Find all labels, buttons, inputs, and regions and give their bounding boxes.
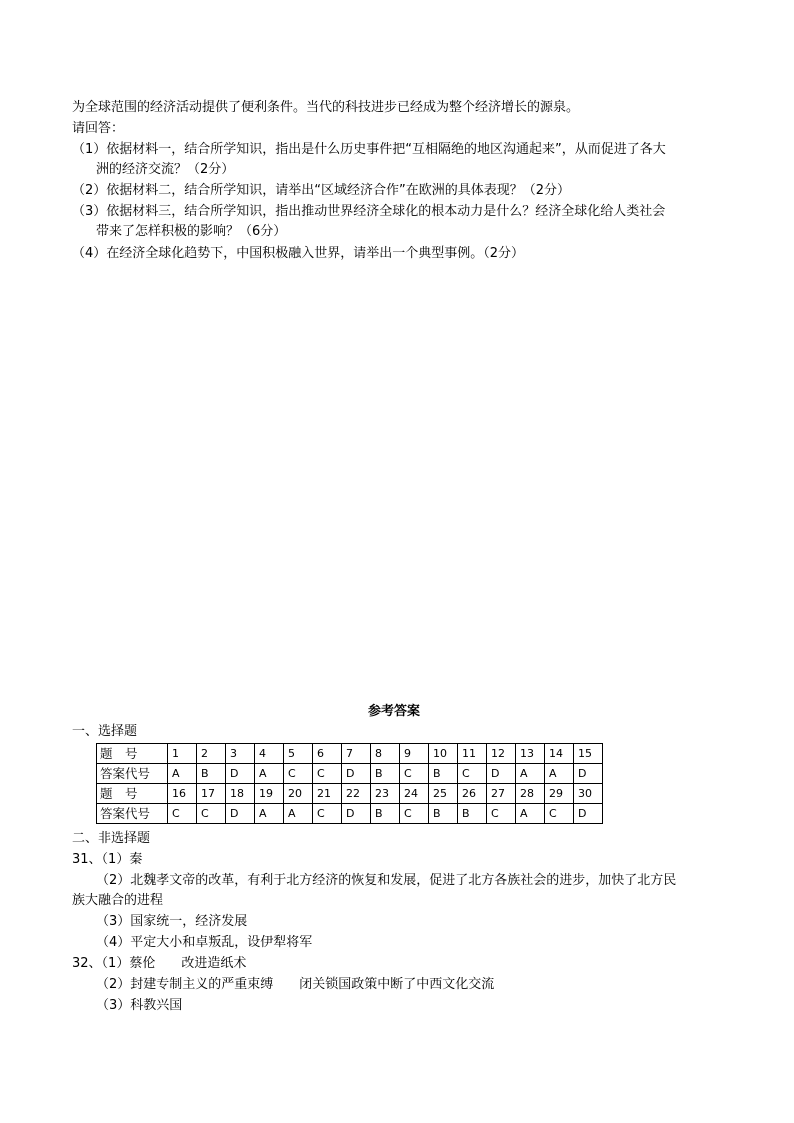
table-cell: 5 xyxy=(284,744,313,764)
table-cell: 22 xyxy=(342,784,371,804)
table-cell: A xyxy=(255,804,284,824)
q31-answer-2-line-2: 族大融合的进程 xyxy=(72,893,164,908)
table-cell: 2 xyxy=(197,744,226,764)
table-cell: 18 xyxy=(226,784,255,804)
answers-title: 参考答案 xyxy=(368,704,421,719)
table-cell: D xyxy=(342,804,371,824)
table-cell: C xyxy=(168,804,197,824)
table-row-label: 答案代号 xyxy=(97,804,168,824)
table-cell: A xyxy=(545,764,574,784)
table-cell: 12 xyxy=(487,744,516,764)
table-cell: C xyxy=(487,804,516,824)
table-row-label: 题 号 xyxy=(97,784,168,804)
table-cell: 20 xyxy=(284,784,313,804)
table-answer-row xyxy=(97,764,603,784)
table-cell: 4 xyxy=(255,744,284,764)
table-cell: 10 xyxy=(429,744,458,764)
table-number-row xyxy=(97,744,603,764)
table-cell: C xyxy=(313,764,342,784)
table-cell: 26 xyxy=(458,784,487,804)
q32-answer-3: （3）科教兴国 xyxy=(96,998,183,1013)
table-cell: D xyxy=(574,764,603,784)
table-cell: B xyxy=(458,804,487,824)
q31-answer-4: （4）平定大小和卓叛乱，设伊犁将军 xyxy=(96,935,313,950)
table-cell: B xyxy=(429,764,458,784)
section-nonchoice-heading: 二、非选择题 xyxy=(72,831,151,846)
table-cell: 25 xyxy=(429,784,458,804)
table-cell: 11 xyxy=(458,744,487,764)
table-cell: A xyxy=(516,804,545,824)
table-cell: 1 xyxy=(168,744,197,764)
table-cell: 8 xyxy=(371,744,400,764)
table-cell: D xyxy=(487,764,516,784)
table-cell: A xyxy=(168,764,197,784)
intro-line: 为全球范围的经济活动提供了便利条件。当代的科技进步已经成为整个经济增长的源泉。 xyxy=(72,100,580,115)
table-cell: 17 xyxy=(197,784,226,804)
table-cell: C xyxy=(313,804,342,824)
table-cell: C xyxy=(284,764,313,784)
table-row-label: 答案代号 xyxy=(97,764,168,784)
table-number-row xyxy=(97,784,603,804)
q32-answer-2: （2）封建专制主义的严重束缚 闭关锁国政策中断了中西文化交流 xyxy=(96,977,495,992)
table-cell: 7 xyxy=(342,744,371,764)
table-cell: 15 xyxy=(574,744,603,764)
table-cell: A xyxy=(516,764,545,784)
q31-answer-2-line-1: （2）北魏孝文帝的改革，有利于北方经济的恢复和发展，促进了北方各族社会的进步，加快了北方民 xyxy=(96,873,677,888)
table-cell: 14 xyxy=(545,744,574,764)
table-cell: D xyxy=(226,764,255,784)
table-cell: B xyxy=(371,804,400,824)
q31-answer-3: （3）国家统一，经济发展 xyxy=(96,914,248,929)
table-cell: 3 xyxy=(226,744,255,764)
table-cell: C xyxy=(400,764,429,784)
answer-table xyxy=(96,743,603,824)
table-cell: 30 xyxy=(574,784,603,804)
table-cell: 21 xyxy=(313,784,342,804)
table-answer-row xyxy=(97,804,603,824)
question-item-3-line-1: （3）依据材料三，结合所学知识，指出推动世界经济全球化的根本动力是什么？经济全球化给人类社会 xyxy=(72,204,666,219)
table-cell: C xyxy=(197,804,226,824)
table-cell: 29 xyxy=(545,784,574,804)
question-item-1-line-1: （1）依据材料一，结合所学知识，指出是什么历史事件把“互相隔绝的地区沟通起来”，从而促进了各大 xyxy=(72,142,666,157)
table-cell: 28 xyxy=(516,784,545,804)
table-cell: 13 xyxy=(516,744,545,764)
table-cell: C xyxy=(458,764,487,784)
table-cell: 27 xyxy=(487,784,516,804)
table-cell: D xyxy=(574,804,603,824)
table-cell: 23 xyxy=(371,784,400,804)
q32-answer-1: 32、（1）蔡伦 改进造纸术 xyxy=(72,956,247,971)
table-cell: B xyxy=(371,764,400,784)
section-choice-heading: 一、选择题 xyxy=(72,724,138,739)
table-cell: 16 xyxy=(168,784,197,804)
table-cell: A xyxy=(284,804,313,824)
table-cell: 6 xyxy=(313,744,342,764)
question-item-4: （4）在经济全球化趋势下，中国积极融入世界，请举出一个典型事例。（2分） xyxy=(72,246,525,261)
table-cell: B xyxy=(197,764,226,784)
table-cell: B xyxy=(429,804,458,824)
table-cell: A xyxy=(255,764,284,784)
q31-answer-1: 31、（1）秦 xyxy=(72,852,143,867)
table-cell: D xyxy=(226,804,255,824)
table-cell: D xyxy=(342,764,371,784)
table-cell: C xyxy=(400,804,429,824)
table-cell: 19 xyxy=(255,784,284,804)
table-cell: C xyxy=(545,804,574,824)
table-cell: 24 xyxy=(400,784,429,804)
prompt-text: 请回答： xyxy=(72,121,125,136)
question-item-2: （2）依据材料二，结合所学知识，请举出“区域经济合作”在欧洲的具体表现？（2分） xyxy=(72,183,571,198)
question-item-1-line-2: 洲的经济交流？（2分） xyxy=(96,162,235,177)
table-row-label: 题 号 xyxy=(97,744,168,764)
question-item-3-line-2: 带来了怎样积极的影响？（6分） xyxy=(96,224,287,239)
table-cell: 9 xyxy=(400,744,429,764)
